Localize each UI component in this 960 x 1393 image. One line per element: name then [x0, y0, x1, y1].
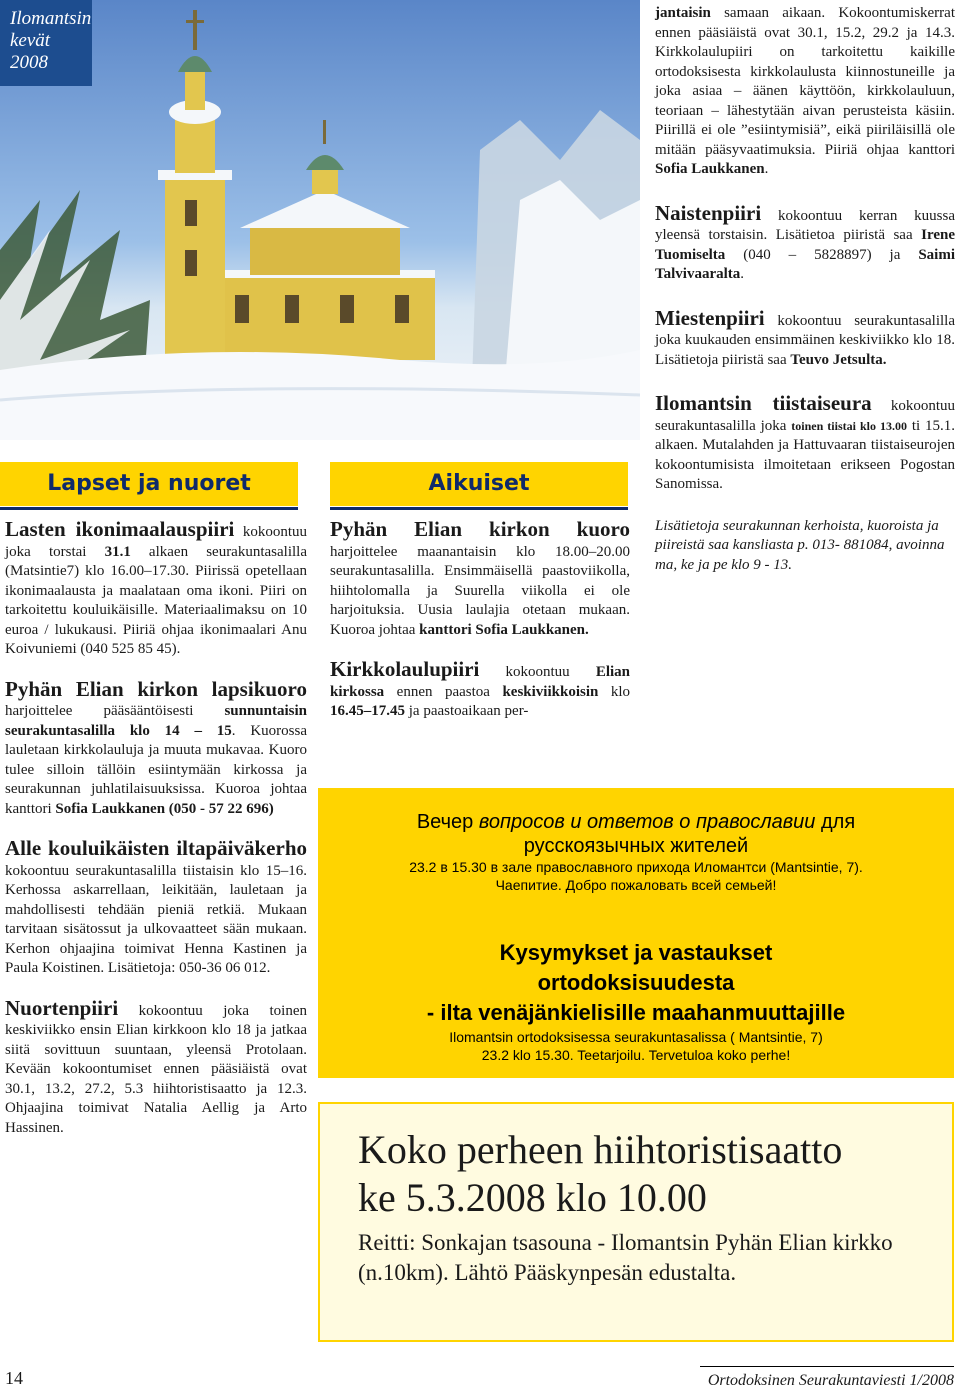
- para-text: harjoittelee pääsääntöisesti: [5, 703, 225, 719]
- footer-rule: [700, 1366, 954, 1367]
- para-text: kokoontuu joka toinen keskiviikko ensin Elian kirkkoon klo 18 ja jatkaa siitä sovittuun suuntaan, yleensä Protolaan. Kevään kokoontumiset ennen pääsiäistä ovat 30.1, 13.2, 27.2, 5.3 hiihtoristisaatto ja 12.3. Ohjaajina toimivat Natalia Aellig ja Arto Hassinen.: [5, 1002, 307, 1136]
- para-highlight: toinen tiistai klo 13.00: [791, 418, 908, 433]
- russian-details: [318, 858, 954, 894]
- para-contact: Saimi Talvivaaralta: [655, 246, 955, 282]
- right-paragraph-tuesday-society: [655, 392, 955, 495]
- para-title: Ilomantsin tiistaiseura: [655, 391, 872, 415]
- adults-section-header: [330, 462, 628, 506]
- right-paragraph-mens-circle: [655, 307, 955, 371]
- header-underline: [330, 507, 628, 510]
- para-title: Naistenpiiri: [655, 200, 762, 225]
- russian-speakers-event-box: [318, 788, 954, 1078]
- adults-header-text: Aikuiset: [428, 471, 530, 496]
- adults-paragraph-choir: [330, 518, 630, 640]
- header-underline: [0, 507, 298, 510]
- russian-title: [318, 810, 954, 858]
- photo-label-box: [0, 0, 92, 86]
- para-text: kokoontuu seurakuntasalilla joka kuukauden ensimmäinen keskiviikko klo 18. Lisätietoja piiristä saa: [655, 312, 955, 368]
- right-column: [655, 4, 955, 575]
- para-text: ja paastoaikaan per-: [405, 703, 529, 719]
- para-highlight: jantaisin: [655, 5, 711, 21]
- para-title: Pyhän Elian kirkon kuoro: [330, 517, 630, 541]
- para-text: kokoontuu joka torstai: [5, 524, 307, 560]
- para-title: Lasten ikonimaalauspiiri: [5, 517, 235, 541]
- para-text: kokoontuu seurakuntasalilla tiistaisin klo 15–16. Kerhossa askarrellaan, leikitään, lauletaan ja mahdollisesti tehdään pieniä retkiä. Mukaan tarvitaan sisätossut ja ulkovaatteet sään mukaan. Kerhon ohjaajina toimivat Henna Kastinen ja Paula Koistinen. Lisätietoja: 050-36 06 012.: [5, 862, 307, 976]
- finnish-title-line: Kysymykset ja vastaukset: [499, 940, 773, 965]
- para-highlight: 16.45–17.45: [330, 703, 405, 719]
- photo-label-line: kevät: [10, 30, 51, 51]
- kids-paragraph-afternoon-club: [5, 837, 307, 979]
- russian-title-part: для: [815, 811, 856, 833]
- para-text: kokoontuu: [479, 664, 596, 680]
- para-text: . Kuorossa lauletaan kirkkolauluja ja muuta mukavaa. Kuoro tulee silloin tällöin esiintymään kirkossa ja seurakunnan juhlatilaisuuksissa. Kuoroa johtaa kanttori: [5, 722, 307, 817]
- para-title: Nuortenpiiri: [5, 995, 119, 1020]
- kids-column: [5, 518, 307, 1138]
- para-contact: Sofia Laukkanen (050 - 57 22 696): [55, 800, 274, 817]
- finnish-title: [318, 938, 954, 1028]
- para-text: harjoittelee maanantaisin klo 18.00–20.00 seurakuntasalilla. Ensimmäisellä paastoviikolla, hiihtolomalla ja Suurella viikolla ei ole harjoituksia. Uusia laulajia otetaan mukaan. Kuoroa johtaa: [330, 543, 630, 638]
- photo-label-line: Ilomantsin: [10, 8, 92, 29]
- ski-date: ke 5.3.2008 klo 10.00: [358, 1175, 707, 1220]
- adults-paragraph-singing-circle: [330, 658, 630, 722]
- para-highlight: Elian kirkossa: [330, 664, 630, 700]
- page-number: 14: [5, 1368, 23, 1388]
- church-illustration: [0, 0, 640, 440]
- ski-title: Koko perheen hiihtoristisaatto: [358, 1127, 843, 1172]
- para-text: kokoontuu kerran kuussa yleensä torstaisin. Lisätietoa piiristä saa: [655, 207, 955, 243]
- photo-label-line: 2008: [10, 52, 48, 73]
- para-title: Miestenpiiri: [655, 305, 765, 330]
- kids-paragraph-children-choir: [5, 678, 307, 820]
- para-text: .: [740, 266, 745, 282]
- russian-details-line: 23.2 в 15.30 в зале православного прихода Иломантси (Mantsintie, 7).: [409, 859, 863, 875]
- publication-name: Ortodoksinen Seurakuntaviesti 1/2008: [707, 1372, 954, 1389]
- kids-header-text: Lapset ja nuoret: [47, 471, 251, 496]
- para-text: (040 – 5828897) ja: [725, 246, 919, 263]
- kids-paragraph-icon-painting: [5, 518, 307, 660]
- church-photo: [0, 0, 640, 440]
- para-highlight: keskiviikkoisin: [502, 683, 599, 700]
- finnish-details: [318, 1028, 954, 1064]
- para-contact: Teuvo Jetsulta.: [790, 351, 887, 368]
- russian-details-line: Чаепитие. Добро пожаловать всей семьей!: [495, 877, 777, 893]
- ski-route-text: Reitti: Sonkajan tsasouna - Ilomantsin Pyhän Elian kirkko (n.10km). Lähtö Pääskynpesän edustalta.: [358, 1230, 893, 1285]
- finnish-title-line: ortodoksisuudesta: [537, 970, 735, 995]
- para-title: Kirkkolaulupiiri: [330, 657, 480, 681]
- para-text: klo: [598, 683, 630, 700]
- para-contact: Irene Tuomiselta: [655, 227, 955, 263]
- russian-title-part: вопросов и ответов о православии: [478, 811, 816, 833]
- finnish-details-line: 23.2 klo 15.30. Teetarjoilu. Tervetuloa koko perhe!: [481, 1047, 791, 1063]
- finnish-details-line: Ilomantsin ortodoksisessa seurakuntasalissa ( Mantsintie, 7): [449, 1029, 823, 1045]
- para-contact: Sofia Laukkanen: [655, 161, 765, 177]
- adults-column: [330, 518, 630, 722]
- right-paragraph-womens-circle: [655, 202, 955, 285]
- russian-title-part: русскоязычных жителей: [523, 835, 749, 857]
- kids-section-header: [0, 462, 298, 506]
- finnish-title-line: - ilta venäjänkielisille maahanmuuttajille: [426, 1000, 846, 1025]
- para-text: alkaen seurakuntasalilla (Matsintie7) klo 16.00–17.30. Piirissä opetellaan ikonimaalausta ja maalataan oma ikoni. Piiri on tarkoitettu kouluikäisille. Materiaalimaksu on 10 euroa / lukukausi. Piiriä ohjaa ikonimaalari Anu Koivuniemi (040 525 85 45).: [5, 543, 307, 657]
- para-title: Alle kouluikäisten iltapäiväkerho: [5, 836, 307, 860]
- ski-procession-box: [318, 1102, 954, 1342]
- para-contact: kanttori Sofia Laukkanen.: [419, 621, 589, 638]
- para-date: 31.1: [104, 543, 131, 560]
- russian-title-part: Вечер: [416, 811, 479, 833]
- para-text: samaan aikaan. Kokoontumiskerrat ennen pääsiäistä ovat 30.1, 15.2, 29.2 ja 14.3. Kirkkolaulupiiri on tarkoitettu kaikille ortodoksisesta kirkkolaulusta kiinnostuneille ja joka asiaa – äänen käyttöön, kirkkolauluun, teoriaan – lähestytään aivan perusteista käsiin. Piirillä ei ole ”esiintymisiä”, eikä piiriläisillä ole mitään pääsyvaatimuksia. Piiriä ohjaa kanttori: [655, 5, 955, 158]
- para-text: .: [764, 161, 769, 177]
- right-paragraph-office-info: Lisätietoja seurakunnan kerhoista, kuoroista ja piireistä saa kansliasta p. 013- 881084, avoinna ma, ke ja pe klo 9 - 13.: [655, 517, 945, 573]
- para-text: ti 15.1. alkaen. Mutalahden ja Hattuvaaran tiistaiseurojen kokoontumisista ilmoitetaan erikseen Pogostan Sanomissa.: [655, 417, 955, 492]
- right-paragraph-continuation: [655, 4, 955, 180]
- para-text: ennen paastoa: [384, 683, 503, 700]
- para-highlight: sunnuntaisin seurakuntasalilla klo 14 – 15: [5, 703, 307, 739]
- para-title: Pyhän Elian kirkon lapsikuoro: [5, 676, 307, 701]
- kids-paragraph-youth-circle: [5, 997, 307, 1139]
- para-text: kokoontuu seurakuntasalilla joka: [655, 398, 955, 434]
